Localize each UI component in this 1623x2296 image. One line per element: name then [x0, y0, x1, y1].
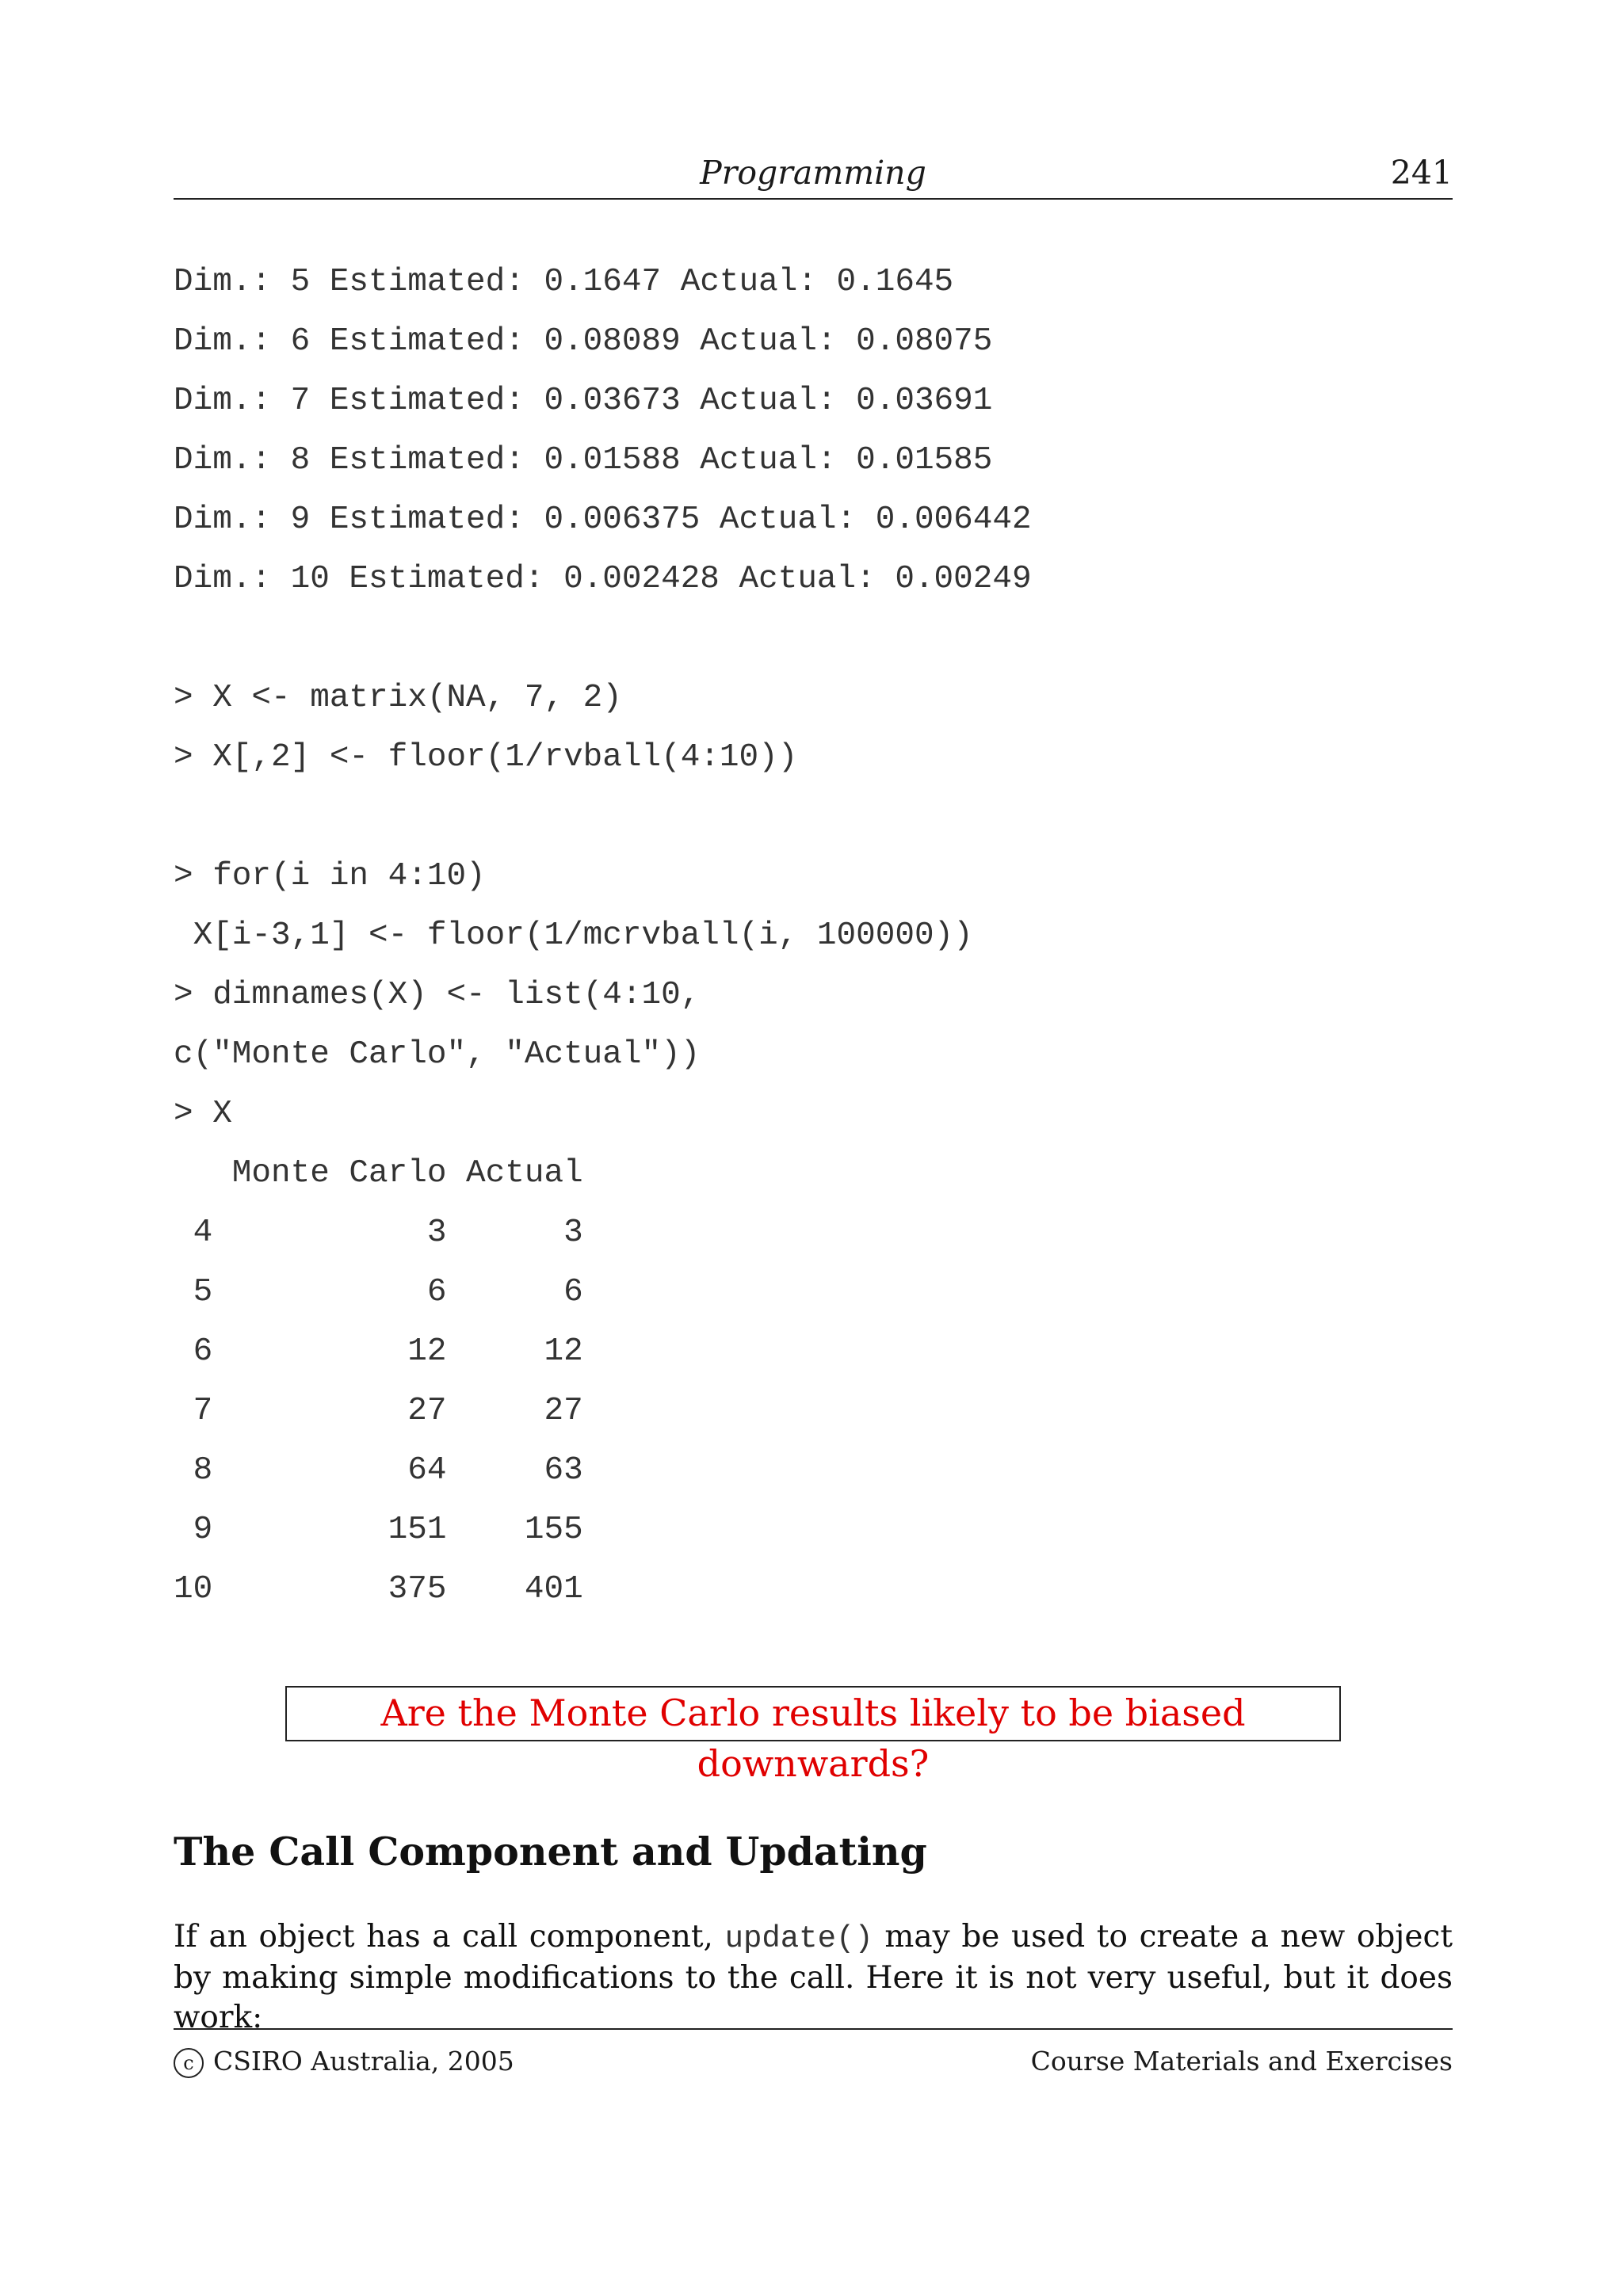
- code-blank-line: [174, 795, 1442, 854]
- copyright-icon: c: [174, 2048, 204, 2078]
- footer-left: [174, 2046, 514, 2078]
- code-block: [174, 260, 1442, 1627]
- section-heading: The Call Component and Updating: [174, 1829, 927, 1875]
- callout-question: Are the Monte Carlo results likely to be biased downwards?: [285, 1686, 1341, 1741]
- inline-code: update(): [724, 1921, 873, 1956]
- running-header: [174, 151, 1453, 200]
- code-line: Dim.: 10 Estimated: 0.002428 Actual: 0.00249: [174, 561, 1032, 597]
- code-blank-line: [174, 616, 1442, 676]
- code-line: Dim.: 6 Estimated: 0.08089 Actual: 0.08075: [174, 323, 993, 360]
- code-line: > X <- matrix(NA, 7, 2): [174, 680, 622, 716]
- footer-copyright-text: CSIRO Australia, 2005: [213, 2046, 514, 2077]
- body-paragraph: [174, 1917, 1453, 2038]
- code-line: Dim.: 8 Estimated: 0.01588 Actual: 0.01585: [174, 442, 993, 479]
- code-line: > X[,2] <- floor(1/rvball(4:10)): [174, 739, 798, 776]
- code-line: 4 3 3: [174, 1215, 583, 1251]
- code-line: c("Monte Carlo", "Actual")): [174, 1036, 701, 1073]
- page-number: 241: [1390, 154, 1453, 192]
- code-line: 9 151 155: [174, 1512, 583, 1548]
- paragraph-text-after: may be used to create a new object by making simple modifications to the call. Here it is not very useful, but it does work:: [174, 1919, 1453, 2035]
- code-line: > X: [174, 1096, 232, 1132]
- page-footer: [174, 2028, 1453, 2077]
- code-line: 6 12 12: [174, 1333, 583, 1370]
- code-line: Dim.: 5 Estimated: 0.1647 Actual: 0.1645: [174, 264, 954, 300]
- code-line: > dimnames(X) <- list(4:10,: [174, 977, 701, 1013]
- code-line: 10 375 401: [174, 1571, 583, 1608]
- footer-right: Course Materials and Exercises: [1030, 2046, 1453, 2077]
- code-line: Dim.: 9 Estimated: 0.006375 Actual: 0.006442: [174, 502, 1032, 538]
- paragraph-text-before: If an object has a call component,: [174, 1919, 725, 1955]
- code-line: X[i-3,1] <- floor(1/mcrvball(i, 100000)): [174, 917, 973, 954]
- code-line: 7 27 27: [174, 1393, 583, 1429]
- code-line: 8 64 63: [174, 1452, 583, 1489]
- header-title: Programming: [700, 154, 926, 192]
- code-line: 5 6 6: [174, 1274, 583, 1310]
- code-line: Monte Carlo Actual: [174, 1155, 583, 1192]
- code-line: Dim.: 7 Estimated: 0.03673 Actual: 0.03691: [174, 383, 993, 419]
- code-line: > for(i in 4:10): [174, 858, 486, 894]
